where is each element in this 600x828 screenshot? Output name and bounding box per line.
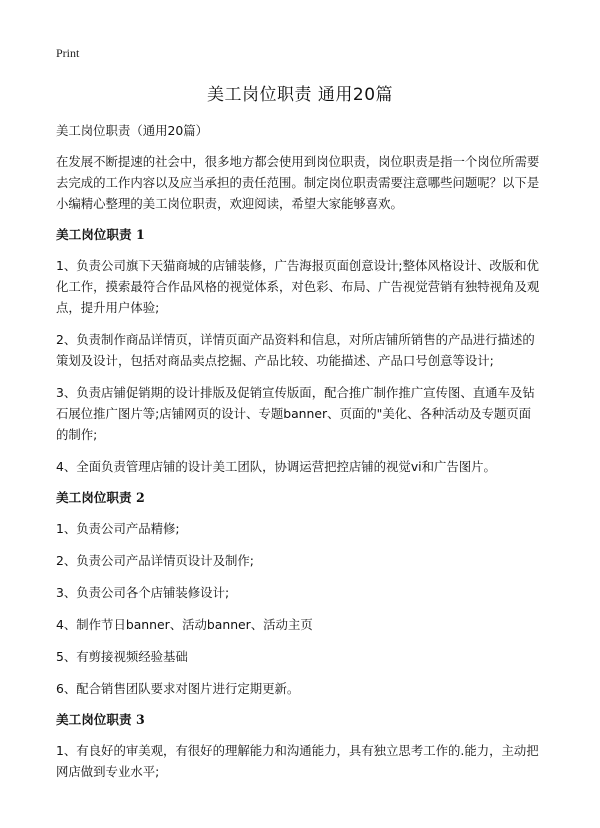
intro-paragraph: 在发展不断提速的社会中，很多地方都会使用到岗位职责，岗位职责是指一个岗位所需要去完成的工作内容以及应当承担的责任范围。制定岗位职责需要注意哪些问题呢？以下是小编精心整理的美工岗位职责，欢迎阅读，希望大家能够喜欢。	[56, 154, 540, 211]
section-1	[56, 225, 542, 477]
document-title: 美工岗位职责 通用20篇	[206, 85, 394, 105]
section-3	[56, 710, 542, 782]
section-heading: 美工岗位职责 3	[56, 712, 145, 727]
section-heading: 美工岗位职责 1	[56, 227, 145, 242]
list-item: 4、制作节日banner、活动banner、活动主页	[56, 617, 313, 632]
print-label: Print	[56, 46, 80, 60]
section-2	[56, 488, 542, 699]
list-item: 1、有良好的审美观，有很好的理解能力和沟通能力，具有独立思考工作的.能力，主动把网店做到专业水平;	[56, 743, 539, 779]
list-item: 1、负责公司旗下天猫商城的店铺装修，广告海报页面创意设计;整体风格设计、改版和优化工作，摸索最符合作品风格的视觉体系，对色彩、布局、广告视觉营销有独特视角及观点，提升用户体验;	[56, 258, 540, 315]
list-item: 3、负责公司各个店铺装修设计;	[56, 585, 230, 600]
document-body	[56, 120, 542, 793]
list-item: 2、负责制作商品详情页，详情页面产品资料和信息，对所店铺所销售的产品进行描述的策划及设计，包括对商品卖点挖掘、产品比较、功能描述、产品口号创意等设计;	[56, 332, 535, 368]
list-item: 1、负责公司产品精修;	[56, 521, 180, 536]
list-item: 2、负责公司产品详情页设计及制作;	[56, 553, 254, 568]
list-item: 5、有剪接视频经验基础	[56, 649, 188, 664]
list-item: 6、配合销售团队要求对图片进行定期更新。	[56, 681, 300, 696]
section-heading: 美工岗位职责 2	[56, 490, 145, 505]
list-item: 4、全面负责管理店铺的设计美工团队，协调运营把控店铺的视觉vi和广告图片。	[56, 459, 496, 474]
document-subtitle: 美工岗位职责（通用20篇）	[56, 123, 209, 138]
list-item: 3、负责店铺促销期的设计排版及促销宣传版面，配合推广制作推广宣传图、直通车及钻石展位推广图片等;店铺网页的设计、专题banner、页面的"美化、各种活动及专题页面的制作;	[56, 385, 535, 442]
